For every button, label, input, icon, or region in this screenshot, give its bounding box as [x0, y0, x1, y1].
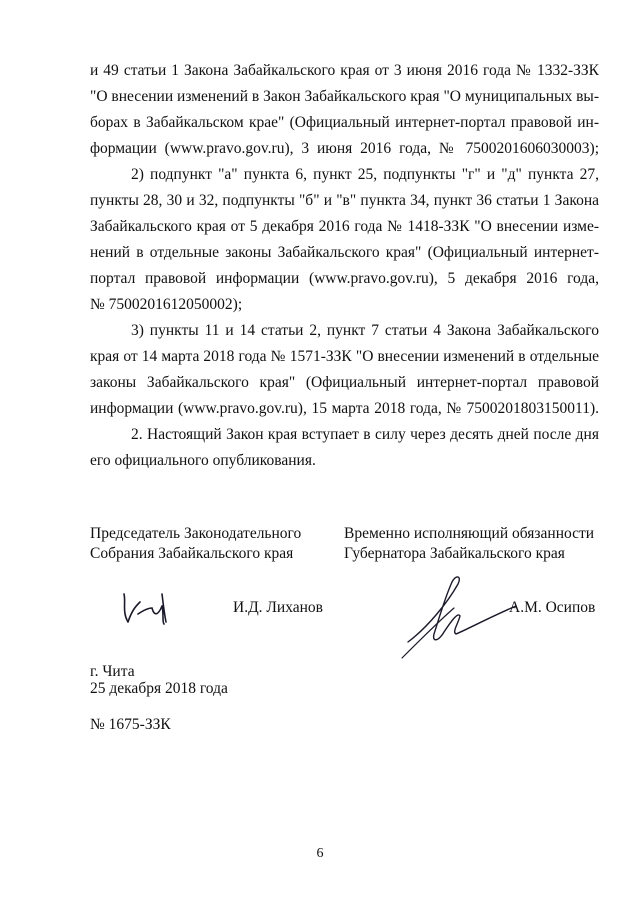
body-line: портал правовой информации (www.pravo.gov.ru), 5 декабря 2016 года, [90, 270, 599, 287]
body-line: 3) пункты 11 и 14 статьи 2, пункт 7 статьи 4 Закона Забайкальского [131, 322, 599, 339]
body-line: пункты 28, 30 и 32, подпункты "б" и "в" пункта 34, пункт 36 статьи 1 Закона [90, 192, 599, 209]
body-line: края от 14 марта 2018 года № 1571-ЗЗК "О внесении изменений в отдельные [90, 348, 599, 365]
body-line: 2. Настоящий Закон края вступает в силу через десять дней после дня [131, 426, 599, 443]
left-signatory-title-line2: Собрания Забайкальского края [90, 545, 294, 562]
left-signatory-name: И.Д. Лиханов [233, 599, 323, 616]
body-line: и 49 статьи 1 Закона Забайкальского края от 3 июня 2016 года № 1332-ЗЗК [90, 62, 599, 79]
right-signatory-name: А.М. Осипов [509, 599, 596, 616]
law-number: № 1675-ЗЗК [90, 716, 171, 733]
body-line: формации (www.pravo.gov.ru), 3 июня 2016 года, № 7500201606030003); [90, 140, 599, 157]
page-number: 6 [316, 846, 324, 861]
body-line: нений в отдельные законы Забайкальского края" (Официальный интернет- [90, 244, 599, 261]
place: г. Чита [90, 663, 135, 680]
body-line: Забайкальского края от 5 декабря 2016 года № 1418-ЗЗК "О внесении изме- [90, 218, 599, 235]
body-line: его официального опубликования. [90, 452, 316, 469]
body-line: информации (www.pravo.gov.ru), 15 марта 2018 года, № 7500201803150011). [90, 400, 599, 417]
right-signatory-title-line2: Губернатора Забайкальского края [344, 545, 565, 562]
left-signatory-title-line1: Председатель Законодательного [90, 525, 302, 542]
right-signature-image [398, 572, 518, 662]
right-signatory-title-line1: Временно исполняющий обязанности [344, 525, 595, 542]
body-line: борах в Забайкальском крае" (Официальный интернет-портал правовой ин- [90, 114, 599, 131]
body-line: законы Забайкальского края" (Официальный интернет-портал правовой [90, 374, 599, 391]
left-signature-image [118, 588, 178, 628]
body-line: № 7500201612050002); [90, 296, 243, 313]
body-line: "О внесении изменений в Закон Забайкальского края "О муниципальных вы- [90, 88, 599, 105]
body-line: 2) подпункт "а" пункта 6, пункт 25, подпункты "г" и "д" пункта 27, [131, 166, 599, 183]
date: 25 декабря 2018 года [90, 680, 228, 697]
